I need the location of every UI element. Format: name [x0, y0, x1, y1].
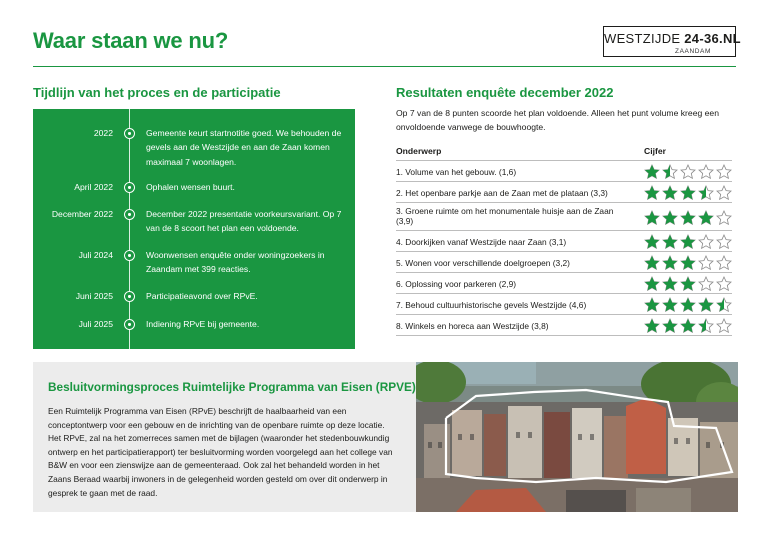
star-rating — [644, 185, 732, 200]
star-empty-icon — [698, 234, 714, 249]
aerial-photo — [416, 362, 738, 512]
result-row — [396, 160, 732, 181]
star-full-icon — [680, 276, 696, 291]
star-full-icon — [662, 276, 678, 291]
star-empty-icon — [716, 164, 732, 179]
timeline-date: Juli 2024 — [78, 250, 113, 260]
result-row — [396, 230, 732, 251]
result-label: 4. Doorkijken vanaf Westzijde naar Zaan (3,1) — [396, 237, 567, 247]
star-rating — [644, 164, 732, 179]
result-row — [396, 181, 732, 202]
timeline-dot-icon — [124, 128, 135, 139]
star-empty-icon — [716, 318, 732, 333]
timeline-text: Woonwensen enquête onder woningzoekers in Zaandam met 399 reacties. — [146, 250, 325, 275]
star-rating — [644, 276, 732, 291]
table-bottom-border — [396, 335, 732, 336]
column-header-subject: Onderwerp — [396, 146, 442, 156]
header-divider — [33, 66, 736, 67]
result-row — [396, 251, 732, 272]
result-label: 1. Volume van het gebouw. (1,6) — [396, 167, 517, 177]
decision-panel — [33, 362, 738, 512]
star-rating — [644, 210, 732, 225]
result-row — [396, 314, 732, 335]
result-label: 7. Behoud cultuurhistorische gevels Westzijde (4,6) — [396, 300, 587, 310]
star-empty-icon — [698, 164, 714, 179]
star-half-icon — [698, 318, 714, 333]
star-full-icon — [698, 297, 714, 312]
timeline-text: Ophalen wensen buurt. — [146, 182, 235, 192]
star-full-icon — [644, 164, 660, 179]
timeline-date: Juli 2025 — [78, 319, 113, 329]
result-row — [396, 293, 732, 314]
star-empty-icon — [698, 255, 714, 270]
timeline-dot-icon — [124, 319, 135, 330]
star-full-icon — [644, 297, 660, 312]
star-rating — [644, 234, 732, 249]
timeline-line — [129, 109, 130, 349]
star-rating — [644, 318, 732, 333]
logo-bold: 24-36.NL — [684, 31, 741, 46]
result-label: 2. Het openbare parkje aan de Zaan met de plataan (3,3) — [396, 188, 608, 198]
star-empty-icon — [716, 255, 732, 270]
star-full-icon — [662, 185, 678, 200]
timeline-date: April 2022 — [74, 182, 113, 192]
page-title: Waar staan we nu? — [33, 28, 229, 53]
star-empty-icon — [716, 276, 732, 291]
result-label: 6. Oplossing voor parkeren (2,9) — [396, 279, 517, 289]
result-label: 5. Wonen voor verschillende doelgroepen (3,2) — [396, 258, 570, 268]
decision-text: Een Ruimtelijk Programma van Eisen (RPvE) beschrijft de haalbaarheid van een conceptontwerp voor een gebouw en de inrichting van de openbare ruimte op deze locatie. Het RPvE, zal na het zomerreces samen met de bijlagen (waaronder het stedenbouwkundig ontwerp en het participatierapport) ter besluitvorming worden voorgelegd aan het college van B&W en voor een zienswijze aan de gemeenteraad. Ook zal het behandeld worden in het Zaans Beraad waarbij inwoners in de gelegenheid worden gesteld om over dit onderwerp in gesprek te gaan met de raad. — [48, 406, 393, 498]
star-full-icon — [680, 185, 696, 200]
star-full-icon — [644, 234, 660, 249]
star-rating — [644, 255, 732, 270]
star-full-icon — [662, 297, 678, 312]
timeline-dot-icon — [124, 250, 135, 261]
star-empty-icon — [716, 185, 732, 200]
star-full-icon — [644, 185, 660, 200]
result-label: 8. Winkels en horeca aan Westzijde (3,8) — [396, 321, 549, 331]
result-row — [396, 272, 732, 293]
star-empty-icon — [698, 276, 714, 291]
star-half-icon — [716, 297, 732, 312]
logo-wordmark — [604, 31, 741, 46]
aerial-photo-illustration — [416, 362, 738, 512]
decision-title: Besluitvormingsproces Ruimtelijke Programma van Eisen (RPVE) — [48, 380, 416, 394]
timeline-title: Tijdlijn van het proces en de participatie — [33, 85, 281, 100]
star-full-icon — [662, 318, 678, 333]
result-row — [396, 202, 732, 230]
star-full-icon — [680, 255, 696, 270]
star-full-icon — [698, 210, 714, 225]
star-full-icon — [662, 234, 678, 249]
timeline-dot-icon — [124, 209, 135, 220]
timeline-date: Juni 2025 — [75, 291, 113, 301]
star-full-icon — [680, 234, 696, 249]
logo — [603, 26, 741, 57]
timeline-text: Indiening RPvE bij gemeente. — [146, 319, 260, 329]
timeline-dot-icon — [124, 182, 135, 193]
logo-light: WESTZIJDE — [604, 31, 685, 46]
star-full-icon — [644, 318, 660, 333]
timeline-text: December 2022 presentatie voorkeursvariant. Op 7 van de 8 scoort het plan een voldoende. — [146, 209, 342, 234]
star-full-icon — [680, 318, 696, 333]
star-empty-icon — [716, 210, 732, 225]
timeline-panel — [33, 109, 355, 349]
timeline-date: December 2022 — [51, 209, 113, 219]
timeline-date: 2022 — [93, 128, 113, 138]
star-full-icon — [662, 210, 678, 225]
star-rating — [644, 297, 732, 312]
results-title: Resultaten enquête december 2022 — [396, 85, 614, 100]
timeline-text: Gemeente keurt startnotitie goed. We behouden de gevels aan de Westzijde en aan de Zaan komen maximaal 7 woonlagen. — [146, 128, 342, 167]
timeline-text: Participatieavond over RPvE. — [146, 291, 258, 301]
star-empty-icon — [716, 234, 732, 249]
star-full-icon — [680, 297, 696, 312]
star-half-icon — [662, 164, 678, 179]
star-full-icon — [644, 276, 660, 291]
star-full-icon — [644, 255, 660, 270]
star-empty-icon — [680, 164, 696, 179]
timeline-dot-icon — [124, 291, 135, 302]
result-label: 3. Groene ruimte om het monumentale huisje aan de Zaan (3,9) — [396, 206, 614, 226]
star-half-icon — [698, 185, 714, 200]
star-full-icon — [662, 255, 678, 270]
results-intro: Op 7 van de 8 punten scoorde het plan voldoende. Alleen het punt volume kreeg een onvoldoende vanwege de bouwhoogte. — [396, 108, 719, 132]
logo-subtitle: ZAANDAM — [675, 48, 711, 55]
star-full-icon — [680, 210, 696, 225]
star-full-icon — [644, 210, 660, 225]
column-header-score: Cijfer — [644, 146, 666, 156]
